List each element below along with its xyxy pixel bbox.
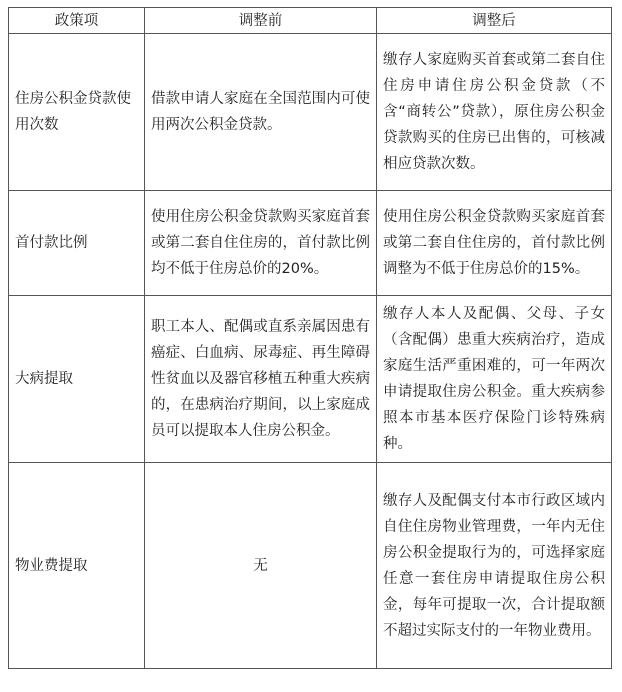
table-row [9, 296, 612, 463]
before-cell: 无 [145, 463, 377, 669]
table-row [9, 191, 612, 296]
table-row [9, 34, 612, 191]
before-cell: 职工本人、配偶或直系亲属因患有癌症、白血病、尿毒症、再生障碍性贫血以及器官移植五种重大疾病的，在患病治疗期间，以上家庭成员可以提取本人住房公积金。 [145, 296, 377, 463]
after-cell: 缴存人家庭购买首套或第二套自住住房申请住房公积金贷款（不含“商转公”贷款），原住房公积金贷款购买的住房已出售的，可核减相应贷款次数。 [377, 34, 612, 191]
after-cell: 缴存人本人及配偶、父母、子女（含配偶）患重大疾病治疗，造成家庭生活严重困难的，可一年两次申请提取住房公积金。重大疾病参照本市基本医疗保险门诊特殊病种。 [377, 296, 612, 463]
before-cell: 借款申请人家庭在全国范围内可使用两次公积金贷款。 [145, 34, 377, 191]
header-after: 调整后 [377, 8, 612, 34]
policy-item-cell: 物业费提取 [9, 463, 145, 669]
after-cell: 缴存人及配偶支付本市行政区域内自住住房物业管理费，一年内无住房公积金提取行为的，可选择家庭任意一套住房申请提取住房公积金，每年可提取一次，合计提取额不超过实际支付的一年物业费用。 [377, 463, 612, 669]
policy-comparison-table [8, 7, 612, 669]
policy-item-cell: 首付款比例 [9, 191, 145, 296]
table-row [9, 463, 612, 669]
policy-item-cell: 住房公积金贷款使用次数 [9, 34, 145, 191]
policy-item-cell: 大病提取 [9, 296, 145, 463]
header-policy-item: 政策项 [9, 8, 145, 34]
before-cell: 使用住房公积金贷款购买家庭首套或第二套自住住房的，首付款比例均不低于住房总价的20%。 [145, 191, 377, 296]
table-header-row [9, 8, 612, 34]
header-before: 调整前 [145, 8, 377, 34]
after-cell: 使用住房公积金贷款购买家庭首套或第二套自住住房的，首付款比例调整为不低于住房总价的15%。 [377, 191, 612, 296]
